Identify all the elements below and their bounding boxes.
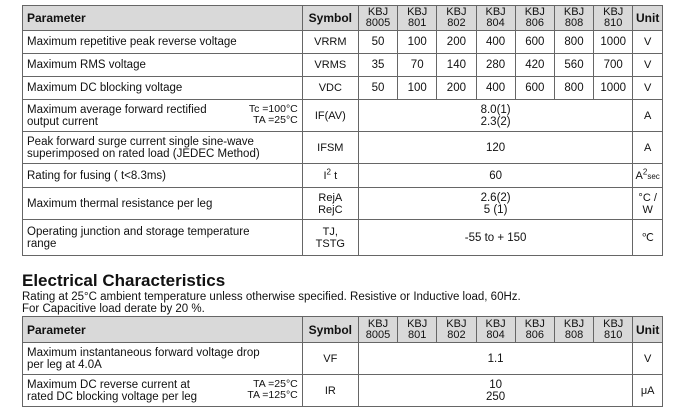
value-cell: 1000 [594, 31, 633, 54]
value-cell: 700 [594, 54, 633, 77]
part-header: KBJ 804 [476, 6, 515, 31]
value-cell: 35 [358, 54, 397, 77]
value-cell: 280 [476, 54, 515, 77]
symbol-cell: VRMS [302, 54, 358, 77]
part-header: KBJ 801 [398, 317, 437, 343]
param-cell: Maximum instantaneous forward voltage drop per leg at 4.0A [23, 343, 303, 375]
value-cell: 2.6(2) 5 (1) [358, 188, 632, 220]
value-cell: 400 [476, 77, 515, 100]
table-row [23, 31, 663, 54]
table-row [23, 164, 663, 188]
symbol-cell: RejA RejC [302, 188, 358, 220]
symbol-cell: TJ, TSTG [302, 220, 358, 256]
value-cell: -55 to + 150 [358, 220, 632, 256]
part-header: KBJ 804 [476, 317, 515, 343]
value-cell: 200 [437, 77, 476, 100]
table-row [23, 54, 663, 77]
table-row [23, 375, 663, 407]
value-cell: 50 [358, 31, 397, 54]
unit-header: Unit [633, 317, 663, 343]
condition-text: TA =25°C TA =125°C [247, 377, 298, 401]
param-cell: Maximum average forward rectified output current Tc =100°C TA =25°C [23, 100, 303, 132]
parameter-header: Parameter [23, 317, 303, 343]
value-cell: 420 [515, 54, 554, 77]
value-cell: 100 [398, 77, 437, 100]
value-cell: 1000 [594, 77, 633, 100]
part-header: KBJ 808 [554, 6, 593, 31]
value-cell: 70 [398, 54, 437, 77]
table-row [23, 343, 663, 375]
value-cell: 400 [476, 31, 515, 54]
symbol-header: Symbol [302, 6, 358, 31]
value-cell: 50 [358, 77, 397, 100]
part-header: KBJ 808 [554, 317, 593, 343]
value-cell: 200 [437, 31, 476, 54]
symbol-cell: IF(AV) [302, 100, 358, 132]
value-cell: 560 [554, 54, 593, 77]
symbol-cell: VF [302, 343, 358, 375]
parameter-header: Parameter [23, 6, 303, 31]
table-row [23, 188, 663, 220]
table-row [23, 132, 663, 164]
value-cell: 8.0(1) 2.3(2) [358, 100, 632, 132]
part-header: KBJ 802 [437, 317, 476, 343]
unit-cell: V [633, 77, 663, 100]
table-header-row [23, 317, 663, 343]
param-cell: Rating for fusing ( t<8.3ms) [23, 164, 303, 188]
part-header: KBJ 810 [594, 6, 633, 31]
table-row [23, 220, 663, 256]
param-cell: Maximum DC reverse current at rated DC blocking voltage per leg TA =25°C TA =125°C [23, 375, 303, 407]
table-header-row [23, 6, 663, 31]
electrical-table [22, 316, 663, 407]
param-cell: Maximum DC blocking voltage [23, 77, 303, 100]
value-cell: 10 250 [358, 375, 632, 407]
unit-header: Unit [633, 6, 663, 31]
unit-cell: A [633, 100, 663, 132]
section-note: Rating at 25°C ambient temperature unless otherwise specified. Resistive or Inductive load, 60Hz. For Capacitive load derate by 20 %. [22, 291, 521, 315]
symbol-cell: VRRM [302, 31, 358, 54]
part-header: KBJ 806 [515, 6, 554, 31]
param-cell: Maximum RMS voltage [23, 54, 303, 77]
table-row [23, 77, 663, 100]
value-cell: 1.1 [358, 343, 632, 375]
section-title: Electrical Characteristics [22, 271, 226, 290]
value-cell: 120 [358, 132, 632, 164]
unit-cell: A [633, 132, 663, 164]
unit-cell: ℃ [633, 220, 663, 256]
value-cell: 60 [358, 164, 632, 188]
value-cell: 600 [515, 31, 554, 54]
ratings-table [22, 5, 663, 256]
value-cell: 800 [554, 77, 593, 100]
part-header: KBJ 802 [437, 6, 476, 31]
part-header: KBJ 801 [398, 6, 437, 31]
param-cell: Operating junction and storage temperature range [23, 220, 303, 256]
symbol-header: Symbol [302, 317, 358, 343]
symbol-cell: IR [302, 375, 358, 407]
value-cell: 600 [515, 77, 554, 100]
unit-cell: V [633, 343, 663, 375]
unit-cell: V [633, 31, 663, 54]
table-row [23, 100, 663, 132]
part-header: KBJ 806 [515, 317, 554, 343]
symbol-cell: VDC [302, 77, 358, 100]
unit-cell: $A^2\sec$ [633, 164, 663, 188]
part-header: KBJ 8005 [358, 317, 397, 343]
unit-cell: V [633, 54, 663, 77]
part-header: KBJ 810 [594, 317, 633, 343]
symbol-cell: IFSM [302, 132, 358, 164]
param-cell: Peak forward surge current single sine-wave superimposed on rated load (JEDEC Method) [23, 132, 303, 164]
unit-cell: °C / W [633, 188, 663, 220]
symbol-cell: $I^2$ t [302, 164, 358, 188]
value-cell: 140 [437, 54, 476, 77]
value-cell: 800 [554, 31, 593, 54]
value-cell: 100 [398, 31, 437, 54]
param-cell: Maximum thermal resistance per leg [23, 188, 303, 220]
condition-text: Tc =100°C TA =25°C [248, 102, 298, 126]
part-header: KBJ 8005 [358, 6, 397, 31]
unit-cell: μA [633, 375, 663, 407]
param-cell: Maximum repetitive peak reverse voltage [23, 31, 303, 54]
